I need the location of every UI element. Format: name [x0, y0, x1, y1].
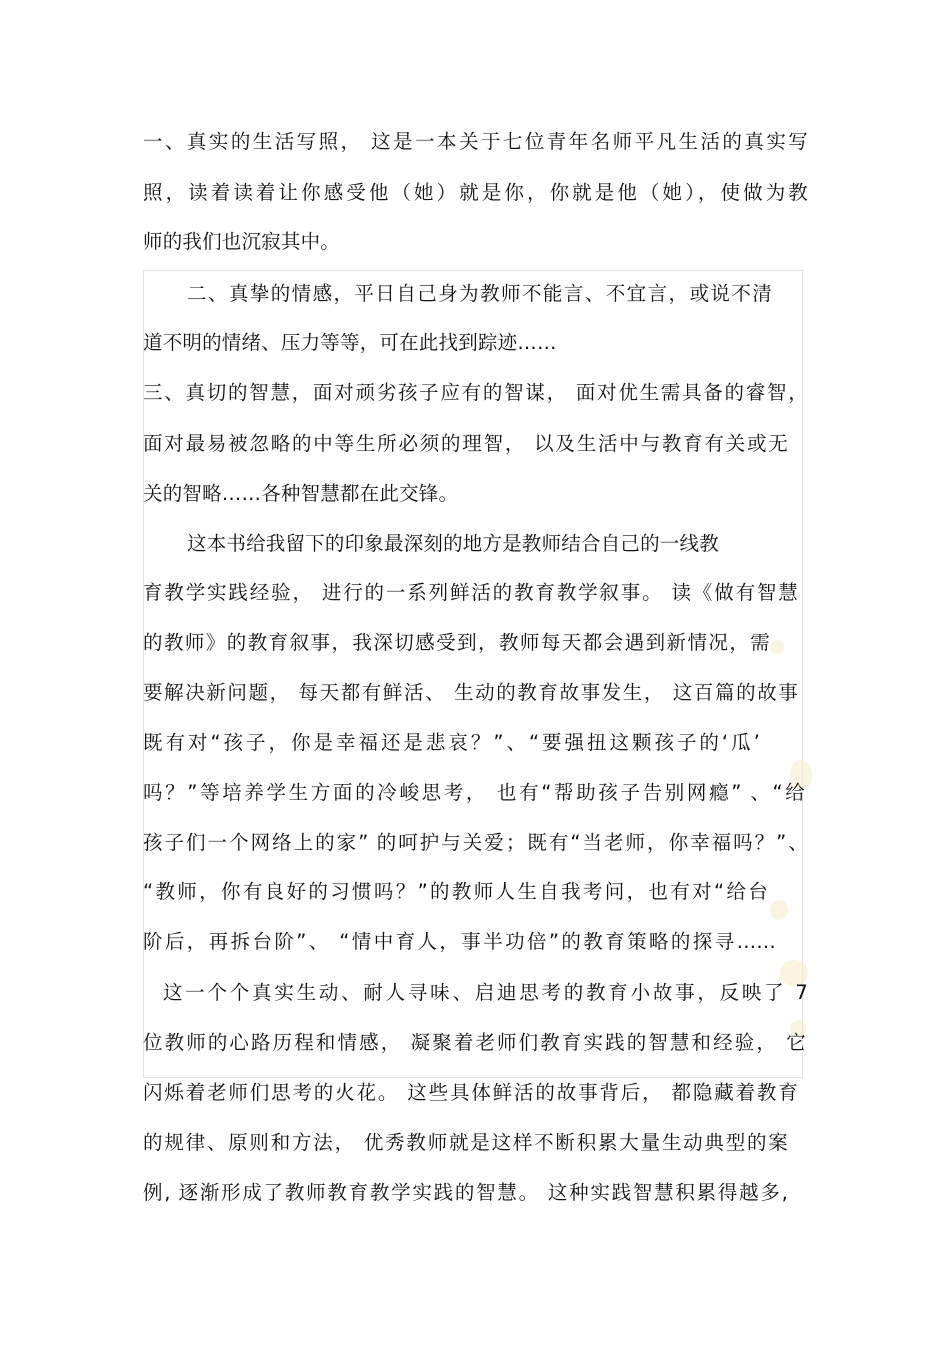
text-line-21: 的规律、原则和方法， 优秀教师就是这样不断积累大量生动典型的案 [143, 1131, 788, 1154]
scan-speckle [770, 900, 788, 920]
text-line-22: 例, 逐渐形成了教师教育教学实践的智慧。 这种实践智慧积累得越多, [143, 1181, 788, 1204]
text-line-12: 要解决新问题， 每天都有鲜活、 生动的教育故事发生， 这百篇的故事 [143, 681, 798, 704]
text-line-15: 孩子们一个网络上的家” 的呵护与关爱；既有“当老师，你幸福吗？”、 [143, 831, 808, 854]
text-line-8: 关的智略……各种智慧都在此交锋。 [143, 482, 459, 505]
text-line-2: 照，读着读着让你感受他（她）就是你，你就是他（她），使做为教 [143, 181, 808, 204]
text-line-14: 吗？”等培养学生方面的冷峻思考， 也有“帮助孩子告别网瘾” 、“给 [143, 781, 805, 804]
text-line-10: 育教学实践经验， 进行的一系列鲜活的教育教学叙事。 读《做有智慧 [143, 581, 798, 604]
text-line-19: 位教师的心路历程和情感， 凝聚着老师们教育实践的智慧和经验， 它 [143, 1031, 806, 1054]
text-line-11: 的教师》的教育叙事，我深切感受到，教师每天都会遇到新情况，需 [143, 631, 770, 654]
text-line-13: 既有对“孩子，你是幸福还是悲哀？”、“要强扭这颗孩子的‘瓜’ [143, 731, 760, 754]
text-line-7: 面对最易被忽略的中等生所必须的理智， 以及生活中与教育有关或无 [143, 432, 788, 455]
text-line-18: 这一个个真实生动、耐人寻味、启迪思考的教育小故事，反映了 7 [163, 981, 808, 1004]
text-line-17: 阶后，再拆台阶”、 “情中育人，事半功倍”的教育策略的探寻…… [143, 930, 776, 953]
text-line-5: 道不明的情绪、压力等等，可在此找到踪迹…… [143, 331, 557, 354]
text-line-1: 一、真实的生活写照， 这是一本关于七位青年名师平凡生活的真实写 [143, 130, 808, 153]
scan-speckle [770, 640, 784, 654]
text-line-20: 闪烁着老师们思考的火花。 这些具体鲜活的故事背后， 都隐藏着教育 [143, 1081, 798, 1104]
text-line-6: 三、真切的智慧，面对顽劣孩子应有的智谋， 面对优生需具备的睿智， [143, 381, 808, 404]
text-line-9: 这本书给我留下的印象最深刻的地方是教师结合自己的一线教 [187, 532, 719, 555]
text-line-16: “教师，你有良好的习惯吗？”的教师人生自我考问，也有对“给台 [143, 880, 768, 903]
text-line-3: 师的我们也沉寂其中。 [143, 230, 341, 253]
text-line-4: 二、真挚的情感，平日自己身为教师不能言、不宜言，或说不清 [187, 282, 772, 305]
